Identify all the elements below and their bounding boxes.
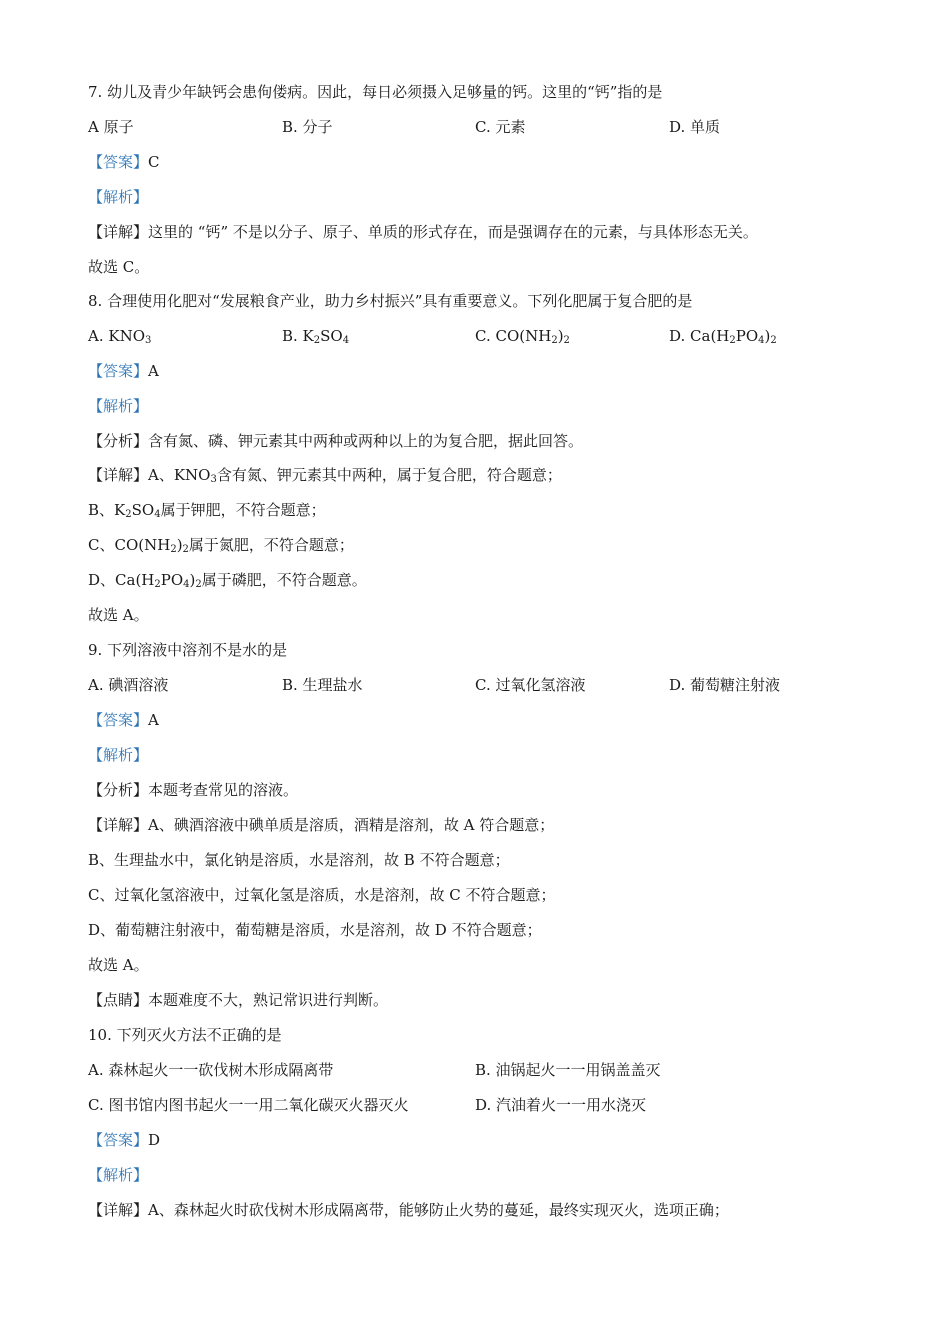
q8-option-c: C. $CO(NH_2)_2$ [475, 327, 570, 346]
detail-tag: 【详解】 [88, 223, 149, 241]
q8-stem: 8. 合理使用化肥对“发展粮食产业，助力乡村振兴”具有重要意义。下列化肥属于复合肥的是 [88, 292, 693, 310]
detail-text: 这里的 “钙” 不是以分子、原子、单质的形式存在，而是强调存在的元素，与具体形态无关。 [148, 223, 758, 241]
q7-detail [88, 222, 758, 242]
q7-option-d: D. 单质 [669, 118, 721, 136]
q10-option-a: A. 森林起火一一砍伐树木形成隔离带 [88, 1061, 334, 1079]
detail-tag: 【详解】 [88, 466, 149, 484]
q8-option-b: B. $K_2SO_4$ [282, 327, 350, 346]
q7-option-a: A 原子 [88, 118, 134, 136]
answer-tag: 【答案】 [88, 362, 149, 380]
q8-fenxi [88, 431, 583, 451]
q9-stem: 9. 下列溶液中溶剂不是水的是 [88, 641, 288, 659]
q8-answer [88, 361, 159, 381]
q9-conclusion: 故选 A。 [88, 956, 149, 974]
fenxi-text: 含有氮、磷、钾元素其中两种或两种以上的为复合肥，据此回答。 [148, 432, 584, 450]
answer-value: A [148, 711, 159, 729]
answer-tag: 【答案】 [88, 1131, 149, 1149]
q8-detail-b: B、$K_2SO_4$属于钾肥，不符合题意； [88, 501, 326, 520]
q10-analysis-tag: 【解析】 [88, 1166, 149, 1184]
q9-detail-b: B、生理盐水中，氯化钠是溶质，水是溶剂，故 B 不符合题意； [88, 851, 510, 869]
q8-detail-d: D、$Ca(H_2PO_4)_2$属于磷肥，不符合题意。 [88, 571, 367, 590]
q10-option-c: C. 图书馆内图书起火一一用二氧化碳灭火器灭火 [88, 1096, 409, 1114]
detail-text: A、森林起火时砍伐树木形成隔离带，能够防止火势的蔓延，最终实现灭火，选项正确； [148, 1201, 729, 1219]
q8-detail-a: 【详解】A、$KNO_3$含有氮、钾元素其中两种，属于复合肥，符合题意； [88, 466, 562, 485]
fenxi-text: 本题考查常见的溶液。 [148, 781, 299, 799]
detail-tag: 【详解】 [88, 816, 149, 834]
answer-value: A [148, 362, 159, 380]
q9-option-b: B. 生理盐水 [282, 676, 363, 694]
q8-conclusion: 故选 A。 [88, 606, 149, 624]
fenxi-tag: 【分析】 [88, 781, 149, 799]
detail-tag: 【详解】 [88, 1201, 149, 1219]
q7-option-c: C. 元素 [475, 118, 526, 136]
fenxi-tag: 【分析】 [88, 432, 149, 450]
q7-conclusion: 故选 C。 [88, 258, 150, 276]
q9-option-a: A. 碘酒溶液 [88, 676, 169, 694]
dianjing-tag: 【点睛】 [88, 991, 149, 1009]
answer-value: C [148, 153, 160, 171]
q10-detail [88, 1200, 729, 1220]
q10-stem: 10. 下列灭火方法不正确的是 [88, 1026, 282, 1044]
answer-value: D [148, 1131, 161, 1149]
q7-stem: 7. 幼儿及青少年缺钙会患佝偻病。因此，每日必须摄入足够量的钙。这里的“钙”指的是 [88, 83, 663, 101]
q9-fenxi [88, 780, 298, 800]
answer-tag: 【答案】 [88, 153, 149, 171]
q10-option-b: B. 油锅起火一一用锅盖盖灭 [475, 1061, 661, 1079]
q9-option-d: D. 葡萄糖注射液 [669, 676, 781, 694]
q9-option-c: C. 过氧化氢溶液 [475, 676, 586, 694]
q7-option-b: B. 分子 [282, 118, 333, 136]
q9-detail-c: C、过氧化氢溶液中，过氧化氢是溶质，水是溶剂，故 C 不符合题意； [88, 886, 556, 904]
q9-detail-d: D、葡萄糖注射液中，葡萄糖是溶质，水是溶剂，故 D 不符合题意； [88, 921, 542, 939]
q10-answer [88, 1130, 160, 1150]
q8-analysis-tag: 【解析】 [88, 397, 149, 415]
q9-analysis-tag: 【解析】 [88, 746, 149, 764]
dianjing-text: 本题难度不大，熟记常识进行判断。 [148, 991, 389, 1009]
q9-dianjing [88, 990, 388, 1010]
q9-detail-a: 【详解】A、碘酒溶液中碘单质是溶质，酒精是溶剂，故 A 符合题意； [88, 816, 555, 834]
answer-tag: 【答案】 [88, 711, 149, 729]
q9-answer [88, 710, 159, 730]
q8-option-d: D. $Ca(H_2PO_4)_2$ [669, 327, 777, 346]
q7-answer [88, 152, 160, 172]
q8-option-a: A. $KNO_3$ [88, 327, 152, 346]
q10-option-d: D. 汽油着火一一用水浇灭 [475, 1096, 647, 1114]
q7-analysis-tag: 【解析】 [88, 188, 149, 206]
q8-detail-c: C、$CO(NH_2)_2$属于氮肥，不符合题意； [88, 536, 354, 555]
